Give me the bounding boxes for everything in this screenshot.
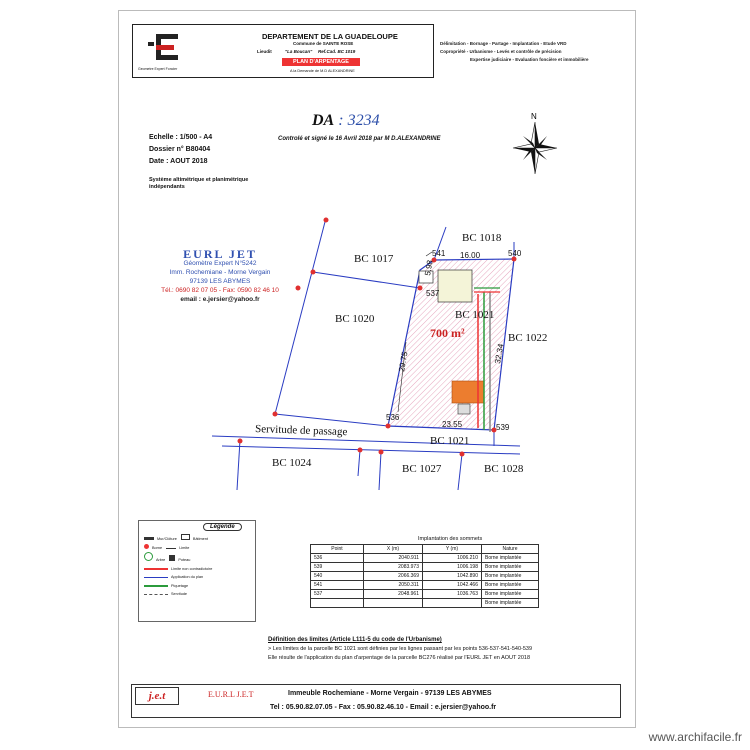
boundary-line (358, 450, 360, 476)
altimetric-system: Système altimétrique et planimétrique indépendants (149, 177, 249, 190)
legend-swatch (144, 577, 168, 579)
building (458, 404, 470, 414)
legend-item: Servitude (144, 590, 248, 599)
ref-cad: Ref.Cad. BC 1019 (318, 49, 356, 54)
boundary-line (379, 452, 381, 490)
legend-swatch (181, 534, 190, 540)
services-line-3: Expertise judiciaire - Evaluation foncière et immobilière (470, 57, 589, 62)
plan-type-badge: PLAN D'ARPENTAGE (282, 58, 360, 66)
boundary-line (222, 446, 520, 454)
parcel-label: BC 1020 (335, 313, 375, 325)
legend-swatch (144, 544, 149, 549)
survey-point (358, 448, 363, 453)
services-line-1: Délimitation - Bornage - Partage - Implantation - Etude VRD (440, 41, 567, 46)
legend-item: Mur/Clôture Bâtiment (144, 534, 248, 544)
lieudit: "La Boucan" (285, 49, 313, 54)
watermark: www.archifacile.fr (648, 730, 742, 744)
parcel-label: BC 1024 (272, 457, 312, 469)
scale: Echelle : 1/500 - A4 (149, 134, 213, 141)
point-label: 536 (386, 413, 400, 422)
tree-icon (144, 552, 153, 561)
commune: Commune de SAINTE ROSE (293, 41, 354, 46)
da-label: DA (312, 112, 335, 129)
table-caption: Implantation des sommets (418, 536, 483, 542)
stamp-line-3: 97139 LES ABYMES (189, 278, 251, 285)
boundary-line (275, 218, 326, 414)
dimension-top: 16.00 (460, 251, 481, 260)
survey-point (386, 424, 391, 429)
lieudit-label: Lieudit (257, 49, 272, 54)
table-row: 536 2040.911 1006.210 Borne implantée (311, 554, 539, 563)
pole-icon (169, 555, 175, 561)
legend-item: Arbre Poteau (144, 552, 248, 565)
stamp-line-1: Géomètre Expert N°5242 (183, 260, 257, 267)
point-label: 537 (426, 289, 440, 298)
parcel-label: BC 1027 (402, 463, 442, 475)
table-row: 540 2066.369 1042.890 Borne implantée (311, 572, 539, 581)
legend-items (144, 534, 248, 599)
definition-line-2: Elle résulte de l'application du plan d'arpentage de la parcelle BC276 réalisé par l'EURL JET en AOUT 2018 (268, 655, 531, 661)
legend-title: Légende (203, 523, 242, 531)
stamp-email: email : e.jersier@yahoo.fr (180, 296, 260, 303)
survey-point (418, 286, 423, 291)
da-number: : 3234 (338, 112, 380, 129)
parcel-label: BC 1028 (484, 463, 524, 475)
building (438, 270, 472, 302)
footer-logo: j.e.t (135, 687, 179, 705)
area-label: 700 m² (430, 326, 465, 340)
table-header-row (311, 545, 539, 554)
legend-swatch (144, 594, 168, 595)
table-header: X (m) (364, 545, 423, 554)
dimension-right: 32.34 (493, 343, 506, 365)
parcel-label: BC 1017 (354, 253, 394, 265)
survey-point (324, 218, 329, 223)
services-line-2: Copropriété - Urbanisme - Levés et contrôle de précision (440, 49, 562, 54)
survey-point (238, 439, 243, 444)
legend-item: Borne Limite (144, 544, 248, 553)
department-title: DEPARTEMENT DE LA GUADELOUPE (262, 32, 398, 41)
servitude-label: Servitude de passage (254, 423, 348, 439)
table-row: 541 2050.311 1042.466 Borne implantée (311, 581, 539, 590)
legend-swatch (144, 585, 168, 587)
survey-point (460, 452, 465, 457)
survey-point (379, 450, 384, 455)
coordinates-table (310, 544, 539, 608)
parcel-label: BC 1021 (455, 309, 495, 321)
point-label: 540 (508, 249, 522, 258)
survey-point (273, 412, 278, 417)
legend-item: Application du plan (144, 573, 248, 582)
footer-contact: Tel : 05.90.82.07.05 - Fax : 05.90.82.46.10 - Email : e.jersier@yahoo.fr (270, 704, 497, 711)
logo-caption: Geometre Expert Foncier (138, 67, 178, 71)
footer-address: Immeuble Rochemiane - Morne Vergain - 97139 LES ABYMES (288, 690, 492, 697)
legend-swatch (166, 548, 176, 549)
north-label: N (531, 112, 537, 121)
legend-swatch (144, 537, 154, 540)
building-orange (452, 381, 484, 403)
legend-item: Limite non contradictoire (144, 565, 248, 574)
demande: A la Demande de M.D ALEXANDRINE (290, 69, 355, 73)
legend-swatch (144, 568, 168, 570)
stamp-line-2: Imm. Rochemiane - Morne Vergain (169, 269, 271, 276)
table-row: 539 2083.973 1006.198 Borne implantée (311, 563, 539, 572)
definition-title: Définition des limites (Article L111-5 du code de l'Urbanisme) (268, 637, 442, 643)
parcel-label: BC 1018 (462, 232, 502, 244)
footer-company: E.U.R.L J.E.T (208, 690, 254, 699)
definition-line-1: > Les limites de la parcelle BC 1021 sont définies par les lignes passant par les points 536-537-541-540-539 (268, 646, 533, 652)
date: Date : AOUT 2018 (149, 158, 208, 165)
table-row: 537 2048.961 1036.763 Borne implantée (311, 590, 539, 599)
legend-item: Piquetage (144, 582, 248, 591)
dimension-bottom: 23.55 (442, 420, 463, 429)
table-header: Nature (482, 545, 539, 554)
table-row: Borne implantée (311, 599, 539, 608)
boundary-line (458, 454, 462, 490)
boundary-line (212, 436, 520, 446)
boundary-line (313, 272, 420, 288)
survey-point (311, 270, 316, 275)
limits-definition (268, 636, 618, 663)
stamp-phone: Tél.: 0690 82 07 05 - Fax: 0590 82 46 10 (161, 287, 279, 294)
parcel-label: BC 1022 (508, 332, 548, 344)
point-label: 541 (432, 249, 446, 258)
table-header: Point (311, 545, 364, 554)
boundary-line (237, 440, 240, 490)
controle-line: Controlé et signé le 16 Avril 2018 par M D.ALEXANDRINE (278, 136, 441, 142)
table-header: Y (m) (423, 545, 482, 554)
stamp-company: EURL JET (183, 247, 257, 261)
dimension-left: 29.75 (397, 351, 410, 373)
dimension-left-top: 5.98 (423, 259, 435, 277)
survey-point (296, 286, 301, 291)
parcel-label: BC 1021 (430, 435, 470, 447)
dossier: Dossier n° B80404 (149, 146, 211, 153)
point-label: 539 (496, 423, 510, 432)
